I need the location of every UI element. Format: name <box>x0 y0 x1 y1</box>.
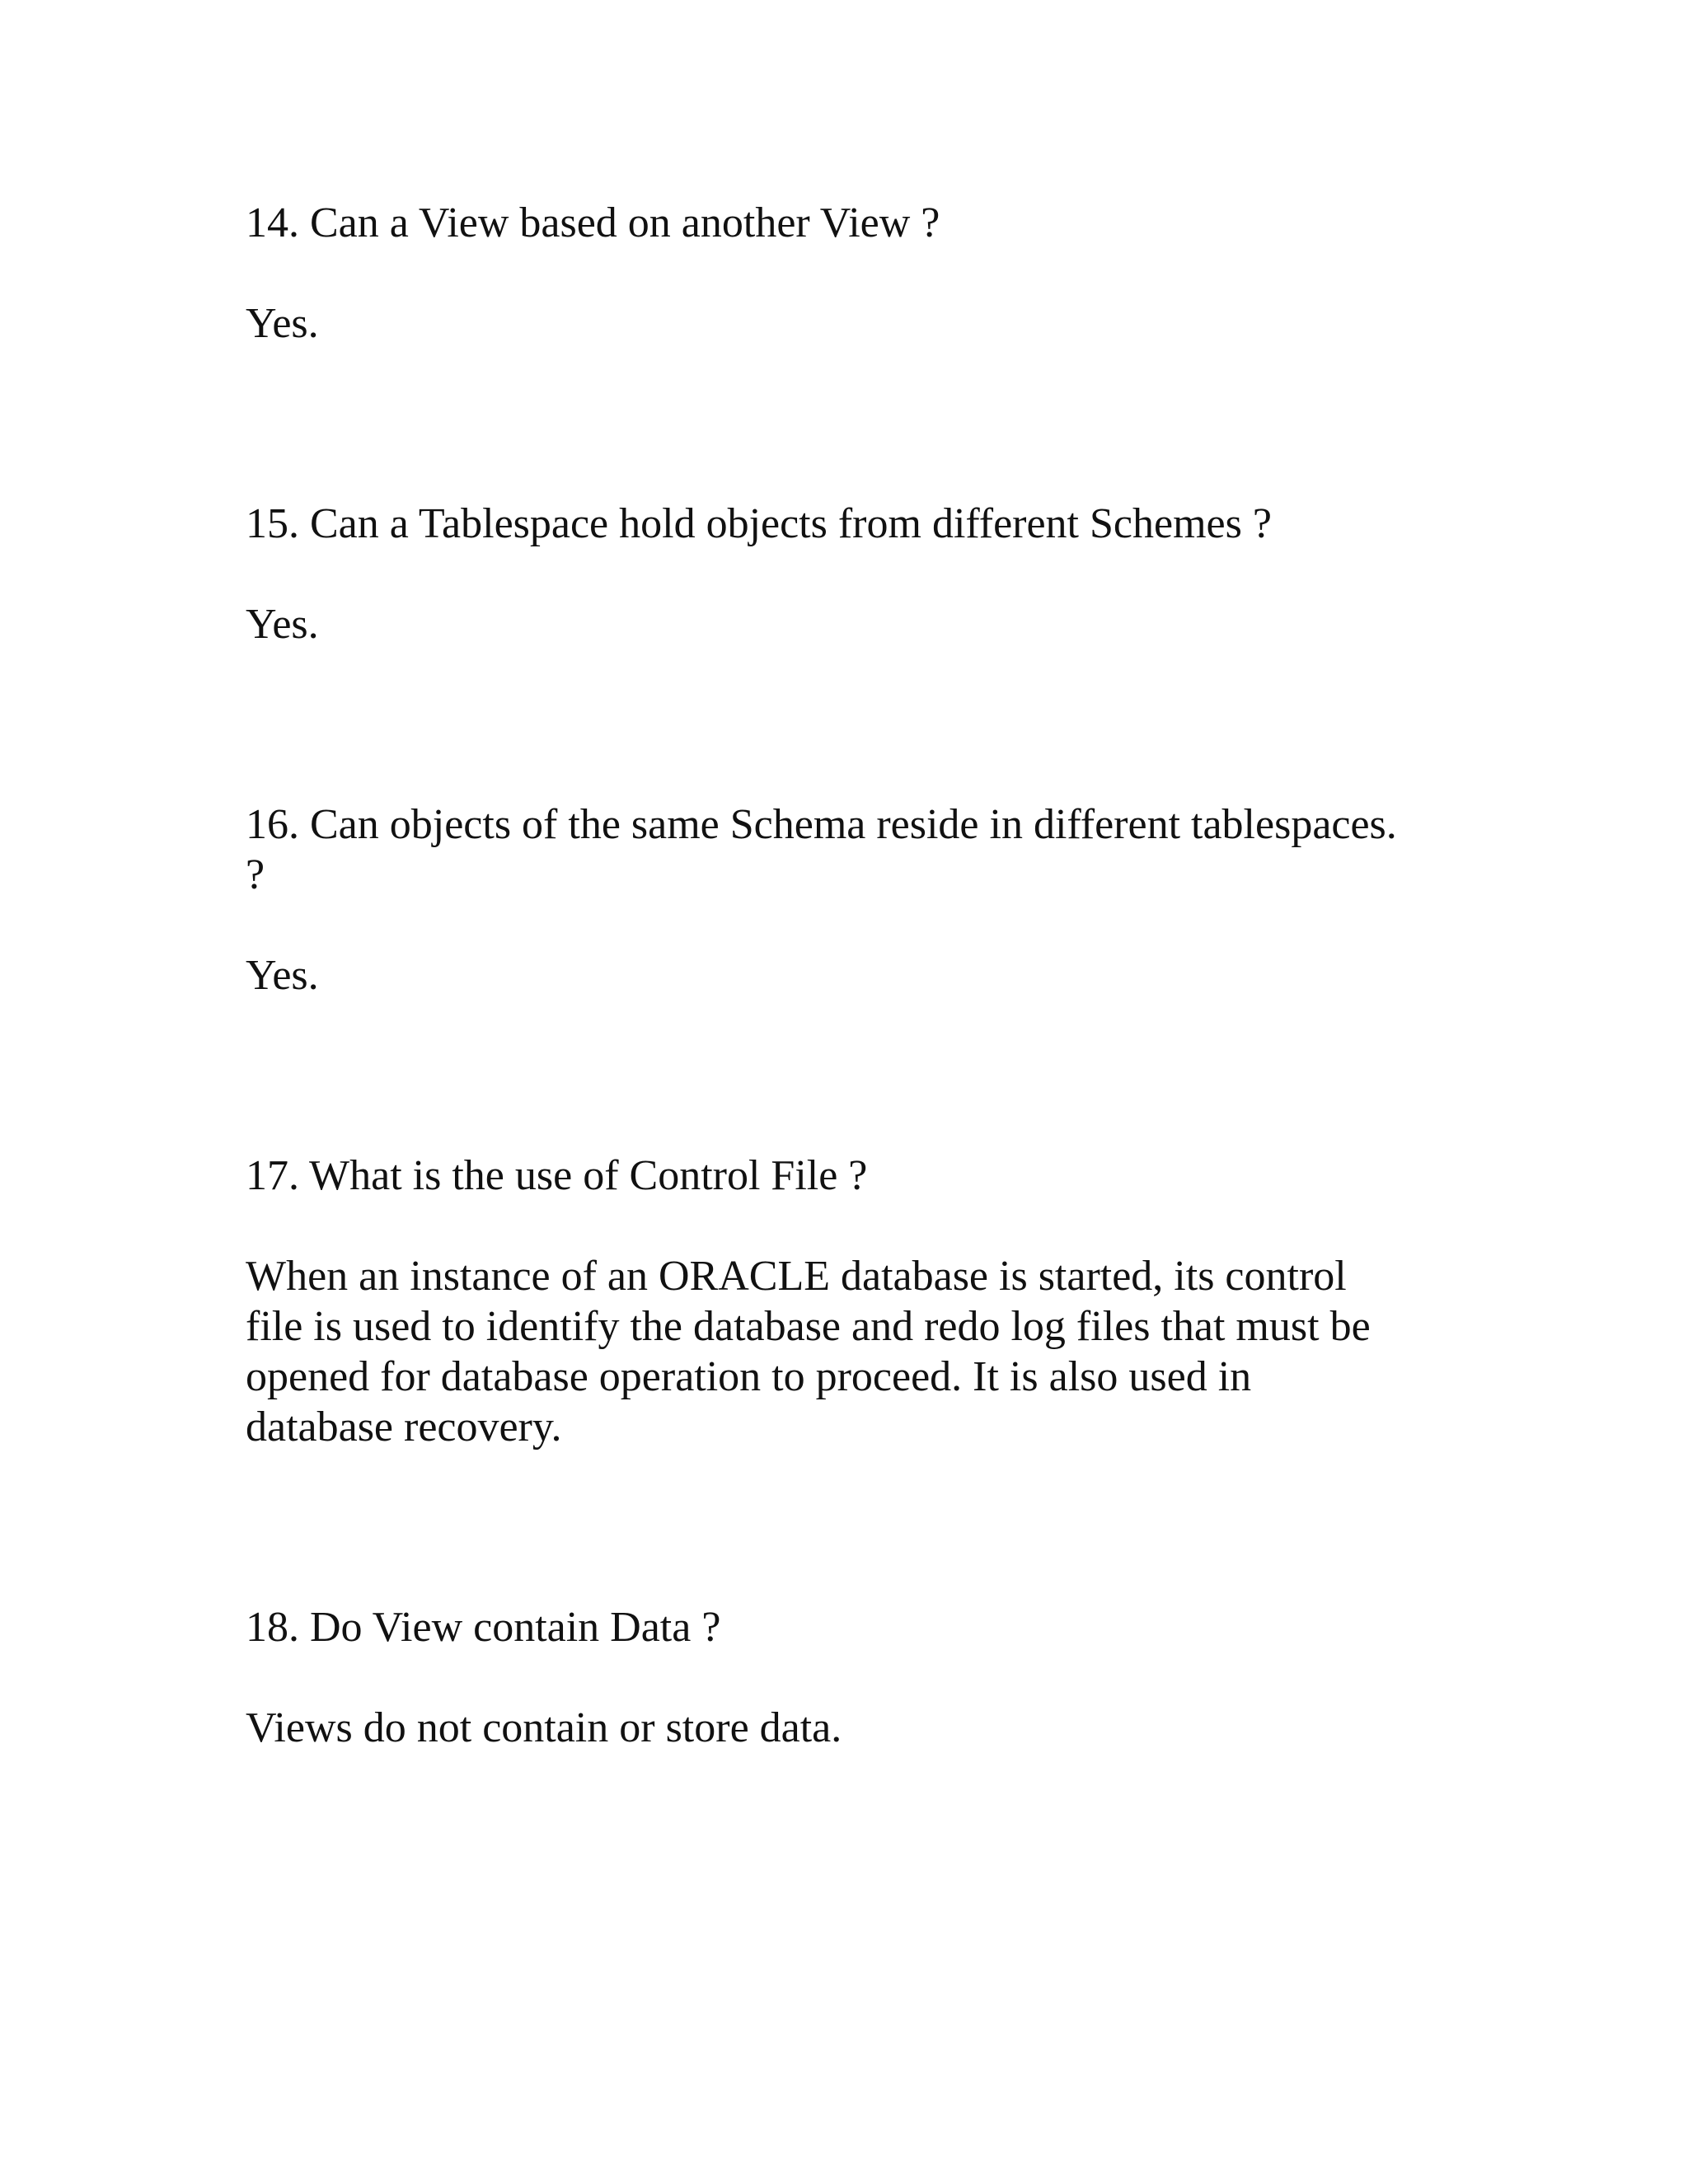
answer-14: Yes. <box>246 300 319 347</box>
question-16-line-2: ? <box>246 851 265 898</box>
answer-16: Yes. <box>246 952 319 999</box>
question-14: 14. Can a View based on another View ? <box>246 199 940 246</box>
answer-17-line-4: database recovery. <box>246 1404 562 1451</box>
answer-18: Views do not contain or store data. <box>246 1704 842 1751</box>
question-16-line-1: 16. Can objects of the same Schema reside in different tablespaces. <box>246 801 1397 848</box>
answer-15: Yes. <box>246 601 319 648</box>
question-18: 18. Do View contain Data ? <box>246 1604 721 1651</box>
answer-17-line-2: file is used to identify the database and redo log files that must be <box>246 1303 1371 1350</box>
answer-17-line-1: When an instance of an ORACLE database is started, its control <box>246 1253 1347 1300</box>
question-17: 17. What is the use of Control File ? <box>246 1152 868 1199</box>
question-15: 15. Can a Tablespace hold objects from different Schemes ? <box>246 500 1272 547</box>
answer-17-line-3: opened for database operation to proceed. It is also used in <box>246 1353 1252 1400</box>
